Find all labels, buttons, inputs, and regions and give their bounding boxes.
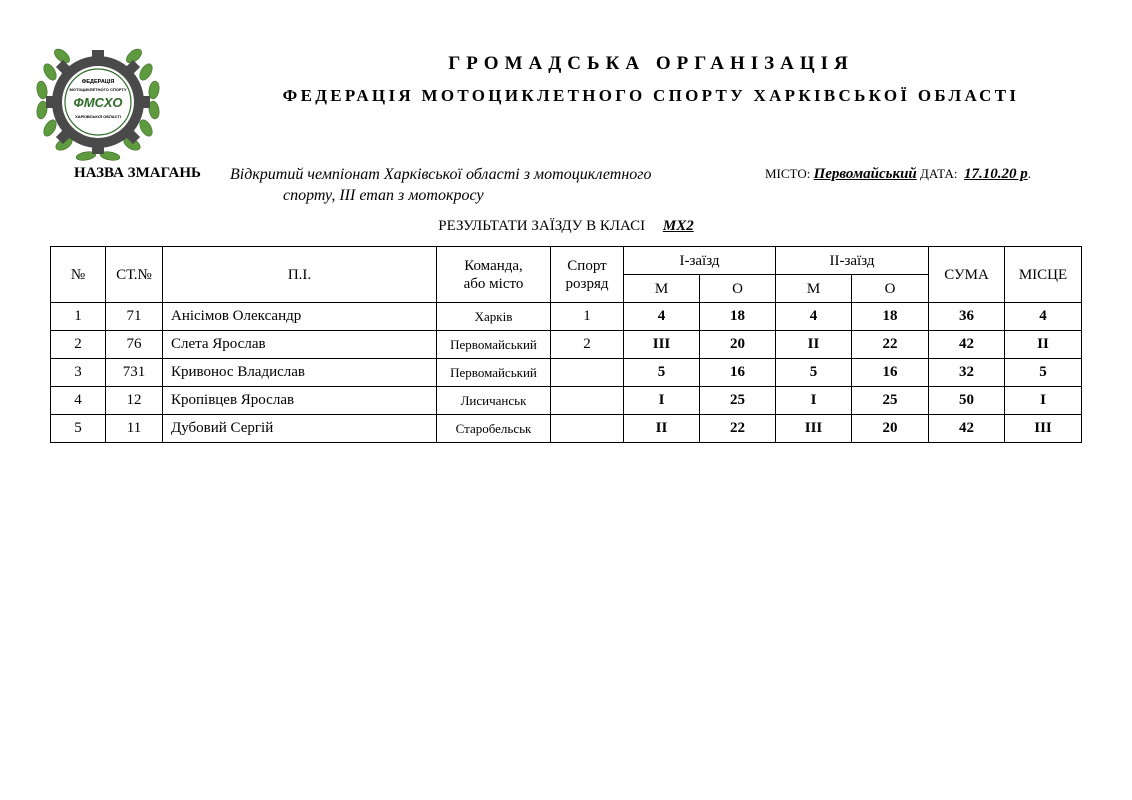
cell-num: 5 [51, 415, 106, 443]
cell-name: Кривонос Владислав [163, 359, 437, 387]
cell-start-num: 76 [106, 331, 163, 359]
results-title [0, 218, 1132, 235]
header-rank-line1: Спорт [567, 257, 607, 274]
cell-num: 4 [51, 387, 106, 415]
cell-race1-o: 25 [700, 387, 776, 415]
header-race1: І-заїзд [624, 247, 776, 275]
federation-logo [28, 40, 168, 164]
cell-race1-m: 4 [624, 303, 700, 331]
header-team [437, 247, 551, 303]
cell-team: Лисичанськ [437, 387, 551, 415]
cell-sum: 42 [929, 331, 1005, 359]
cell-race1-o: 20 [700, 331, 776, 359]
header-num: № [51, 247, 106, 303]
cell-place: I [1005, 387, 1082, 415]
city-label: МІСТО: [765, 166, 811, 181]
cell-race2-m: II [776, 331, 852, 359]
competition-name [230, 164, 750, 206]
cell-team: Первомайський [437, 359, 551, 387]
header-start-num: СТ.№ [106, 247, 163, 303]
cell-place: II [1005, 331, 1082, 359]
date-label: ДАТА: [920, 166, 958, 181]
cell-place: III [1005, 415, 1082, 443]
header-race2-o: О [852, 275, 929, 303]
results-class: MX2 [662, 218, 694, 234]
cell-rank: 1 [551, 303, 624, 331]
logo-main-text: ФМСХО [73, 95, 123, 110]
cell-race1-m: III [624, 331, 700, 359]
cell-sum: 32 [929, 359, 1005, 387]
cell-race2-m: 4 [776, 303, 852, 331]
header-race2: ІІ-заїзд [776, 247, 929, 275]
city-value: Первомайський [813, 166, 917, 182]
cell-name: Анісімов Олександр [163, 303, 437, 331]
cell-num: 2 [51, 331, 106, 359]
cell-name: Дубовий Сергій [163, 415, 437, 443]
table-row [51, 331, 1082, 359]
cell-rank [551, 415, 624, 443]
results-table [50, 246, 1082, 443]
header-team-line1: Команда, [464, 257, 523, 274]
cell-race2-o: 16 [852, 359, 929, 387]
competition-name-line2: спорту, ІІІ етап з мотокросу [283, 187, 484, 204]
cell-race1-m: I [624, 387, 700, 415]
logo-top-text: ФЕДЕРАЦІЯ [81, 79, 115, 85]
logo-sub-text: МОТОЦИКЛЕТНОГО СПОРТУ [69, 87, 127, 92]
table-row [51, 415, 1082, 443]
cell-start-num: 731 [106, 359, 163, 387]
cell-start-num: 11 [106, 415, 163, 443]
header-rank-line2: розряд [565, 275, 609, 292]
cell-sum: 42 [929, 415, 1005, 443]
cell-sum: 50 [929, 387, 1005, 415]
cell-race2-m: I [776, 387, 852, 415]
cell-race1-o: 18 [700, 303, 776, 331]
cell-team: Старобельськ [437, 415, 551, 443]
cell-start-num: 71 [106, 303, 163, 331]
header-rank [551, 247, 624, 303]
table-row [51, 387, 1082, 415]
org-title-line1: ГРОМАДСЬКА ОРГАНІЗАЦІЯ [448, 53, 854, 74]
date-suffix: . [1027, 166, 1031, 181]
cell-race1-o: 16 [700, 359, 776, 387]
header-name: П.І. [163, 247, 437, 303]
cell-rank: 2 [551, 331, 624, 359]
cell-race2-o: 20 [852, 415, 929, 443]
logo-bottom-text: ХАРКІВСЬКОЇ ОБЛАСТІ [75, 114, 121, 119]
competition-name-line1: Відкритий чемпіонат Харківської області з мотоциклетного [230, 166, 652, 183]
cell-sum: 36 [929, 303, 1005, 331]
header-place: МІСЦЕ [1005, 247, 1082, 303]
cell-race2-m: 5 [776, 359, 852, 387]
cell-race1-m: 5 [624, 359, 700, 387]
competition-label: НАЗВА ЗМАГАНЬ [74, 165, 201, 181]
competition-meta [765, 166, 1031, 183]
cell-rank [551, 359, 624, 387]
cell-name: Слета Ярослав [163, 331, 437, 359]
header-team-line2: або місто [463, 275, 524, 292]
header-race1-m: М [624, 275, 700, 303]
cell-team: Первомайський [437, 331, 551, 359]
table-row [51, 359, 1082, 387]
cell-race2-o: 18 [852, 303, 929, 331]
cell-race2-o: 22 [852, 331, 929, 359]
cell-rank [551, 387, 624, 415]
header-race2-m: М [776, 275, 852, 303]
header-sum: СУМА [929, 247, 1005, 303]
cell-team: Харків [437, 303, 551, 331]
cell-num: 3 [51, 359, 106, 387]
cell-race2-o: 25 [852, 387, 929, 415]
cell-race1-o: 22 [700, 415, 776, 443]
cell-race2-m: III [776, 415, 852, 443]
cell-place: 4 [1005, 303, 1082, 331]
results-title-text: РЕЗУЛЬТАТИ ЗАЇЗДУ В КЛАСІ [438, 218, 646, 234]
cell-race1-m: II [624, 415, 700, 443]
cell-place: 5 [1005, 359, 1082, 387]
table-row [51, 303, 1082, 331]
date-value: 17.10.20 р [963, 166, 1028, 182]
header-race1-o: О [700, 275, 776, 303]
org-title-line2: ФЕДЕРАЦІЯ МОТОЦИКЛЕТНОГО СПОРТУ ХАРКІВСЬКОЇ ОБЛАСТІ [282, 86, 1020, 105]
cell-name: Кропівцев Ярослав [163, 387, 437, 415]
cell-num: 1 [51, 303, 106, 331]
cell-start-num: 12 [106, 387, 163, 415]
